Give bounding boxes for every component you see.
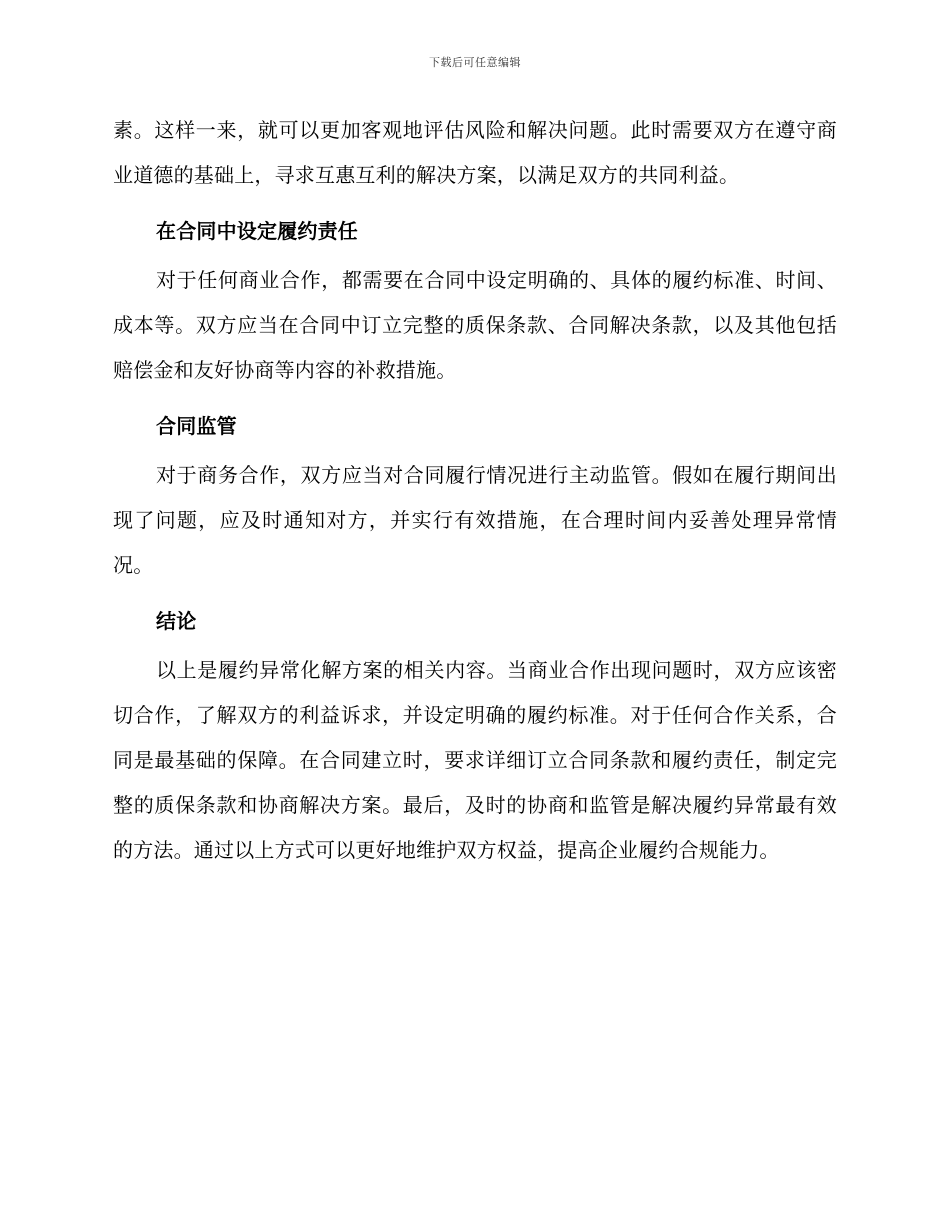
section-body-performance-responsibility: 对于任何商业合作，都需要在合同中设定明确的、具体的履约标准、时间、成本等。双方应当在合同中订立完整的质保条款、合同解决条款，以及其他包括赔偿金和友好协商等内容的补救措施。 [113,268,837,382]
header-note: 下载后可任意编辑 [429,56,521,69]
document-body [113,108,837,873]
section-heading-performance-responsibility: 在合同中设定履约责任 [156,219,358,243]
section-body-contract-supervision: 对于商务合作，双方应当对合同履行情况进行主动监管。假如在履行期间出现了问题，应及时通知对方，并实行有效措施，在合理时间内妥善处理异常情况。 [113,463,837,577]
section-heading-contract-supervision: 合同监管 [156,414,237,438]
section-body-conclusion: 以上是履约异常化解方案的相关内容。当商业合作出现问题时，双方应该密切合作，了解双方的利益诉求，并设定明确的履约标准。对于任何合作关系，合同是最基础的保障。在合同建立时，要求详细订立合同条款和履约责任，制定完整的质保条款和协商解决方案。最后，及时的协商和监管是解决履约异常最有效的方法。通过以上方式可以更好地维护双方权益，提高企业履约合规能力。 [113,658,837,862]
section-heading-conclusion: 结论 [156,609,197,633]
intro-paragraph: 素。这样一来，就可以更加客观地评估风险和解决问题。此时需要双方在遵守商业道德的基础上，寻求互惠互利的解决方案，以满足双方的共同利益。 [113,118,837,187]
